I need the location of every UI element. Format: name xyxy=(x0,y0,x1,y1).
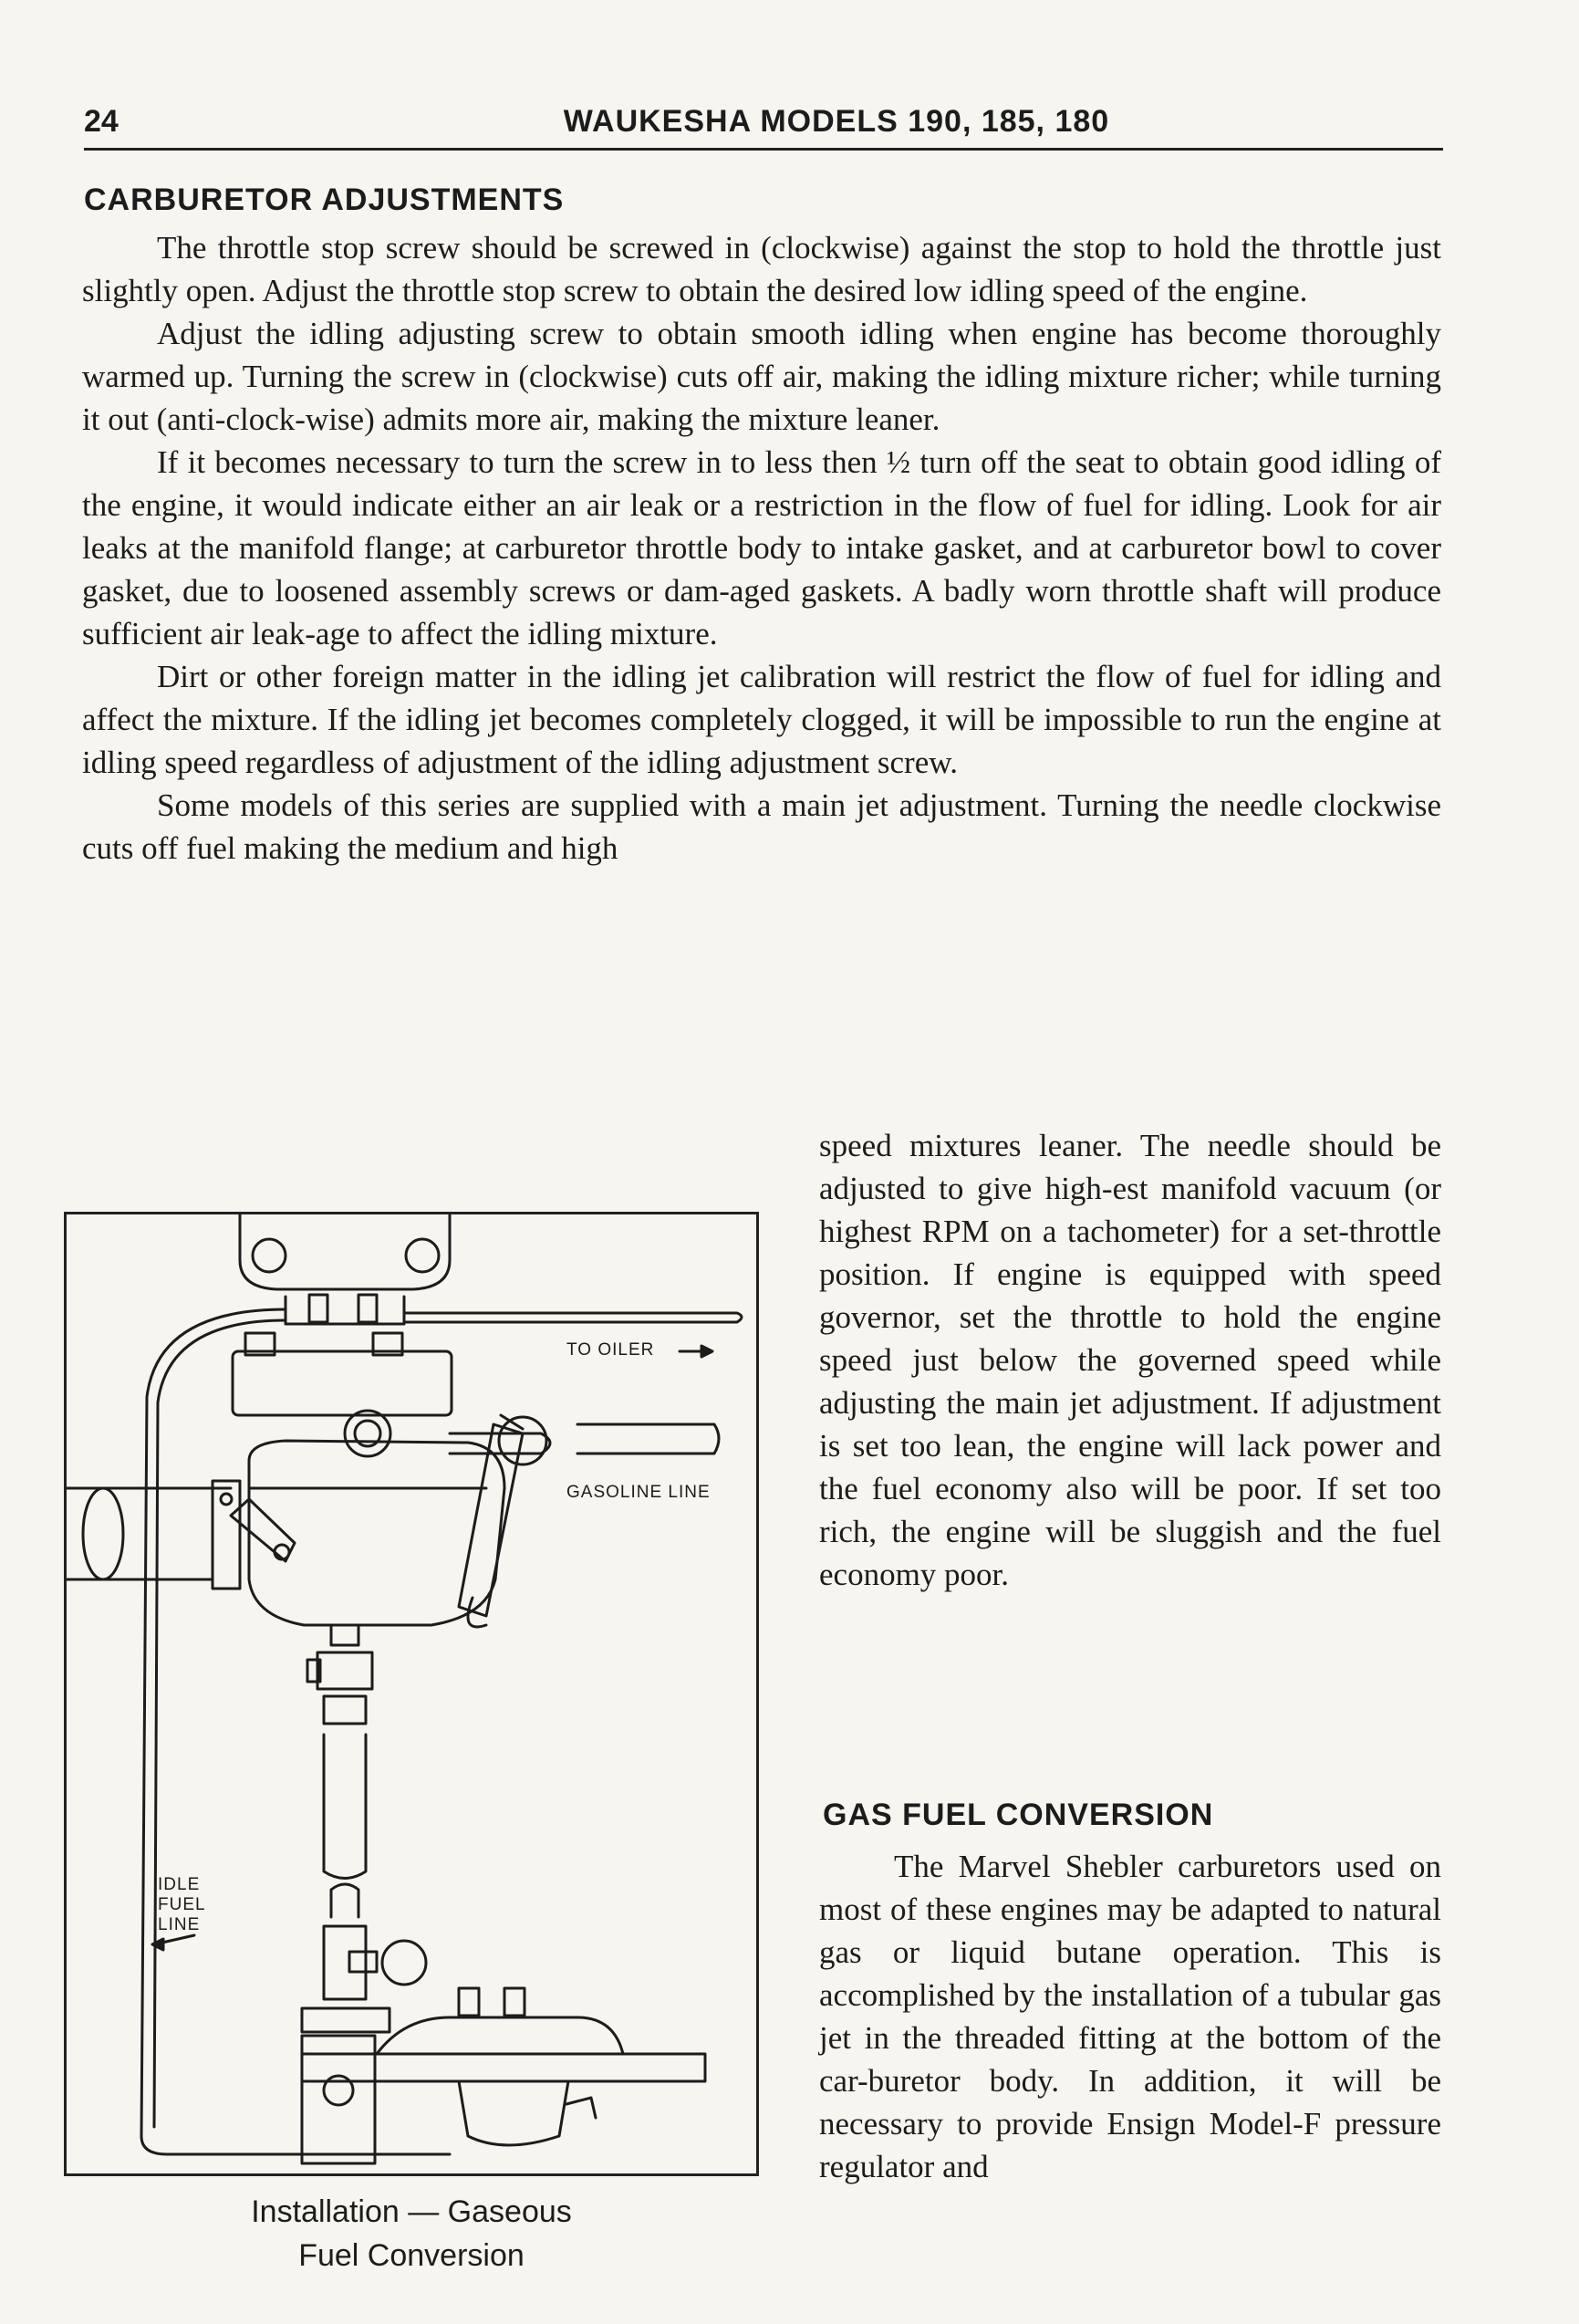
page-number: 24 xyxy=(84,104,119,139)
carburetor-diagram xyxy=(67,1214,756,2173)
gas-fuel-conversion-heading: GAS FUEL CONVERSION xyxy=(823,1798,1214,1832)
carburetor-installation-figure xyxy=(64,1212,759,2176)
paragraph-idling-jet: Dirt or other foreign matter in the idling jet calibration will restrict the flow of fuel for idling and affect the mixture. If the idling jet becomes completely clogged, it will be impossible to run the engine at idling speed regardless of adjustment of the idling adjustment screw. xyxy=(82,659,1441,780)
paragraph-throttle-stop: The throttle stop screw should be screwed in (clockwise) against the stop to hold the throttle just slightly open. Adjust the throttle stop screw to obtain the desired low idling speed of the engine. xyxy=(82,230,1441,308)
idle-fuel-line-label-3: LINE xyxy=(158,1915,201,1934)
paragraph-gas-conversion: The Marvel Shebler carburetors used on most of these engines may be adapted to natural gas or liquid butane operation. This is accomplished by the installation of a tubular gas jet in the threaded fitting at the bottom of the car-buretor body. In addition, it will be necessary to provide Ensign Model-F pressure regulator and xyxy=(819,1849,1441,2184)
paragraph-main-jet-continued: speed mixtures leaner. The needle should be adjusted to give high-est manifold vacuum (or highest RPM on a tachometer) for a set-throttle position. If engine is equipped with speed governor, set the throttle to hold the engine speed just below the governed speed while adjusting the main jet adjustment. If adjustment is set too lean, the engine will lack power and the fuel economy also will be poor. If set too rich, the engine will be sluggish and the fuel economy poor. xyxy=(819,1128,1441,1592)
figure-caption-line-2: Fuel Conversion xyxy=(298,2238,525,2273)
idle-fuel-line-label-2: FUEL xyxy=(158,1895,206,1914)
to-oiler-label: TO OILER xyxy=(566,1340,655,1360)
gasoline-line-label: GASOLINE LINE xyxy=(566,1483,711,1502)
page-header xyxy=(84,102,1443,151)
figure-caption-line-1: Installation — Gaseous xyxy=(251,2194,572,2229)
carburetor-body xyxy=(82,226,1441,870)
carburetor-adjustments-heading: CARBURETOR ADJUSTMENTS xyxy=(84,182,565,217)
paragraph-air-leaks: If it becomes necessary to turn the screw in to less then ½ turn off the seat to obtain good idling of the engine, it would indicate either an air leak or a restriction in the flow of fuel for idling. Look for air leaks at the manifold flange; at carburetor throttle body to intake gasket, and at carburetor bowl to cover gasket, due to loosened assembly screws or dam-aged gaskets. A badly worn throttle shaft will produce sufficient air leak-age to affect the idling mixture. xyxy=(82,444,1441,651)
gas-conversion-body xyxy=(819,1845,1441,2188)
running-title: WAUKESHA MODELS 190, 185, 180 xyxy=(563,104,1110,139)
paragraph-main-jet: Some models of this series are supplied with a main jet adjustment. Turning the needle clockwise cuts off fuel making the medium and high xyxy=(82,787,1441,866)
figure-caption xyxy=(64,2190,759,2277)
paragraph-idling-screw: Adjust the idling adjusting screw to obtain smooth idling when engine has become thoroughly warmed up. Turning the screw in (clockwise) cuts off air, making the idling mixture richer; while turning it out (anti-clock-wise) admits more air, making the mixture leaner. xyxy=(82,316,1441,437)
main-jet-continued xyxy=(819,1124,1441,1596)
idle-fuel-line-label-1: IDLE xyxy=(158,1875,201,1894)
